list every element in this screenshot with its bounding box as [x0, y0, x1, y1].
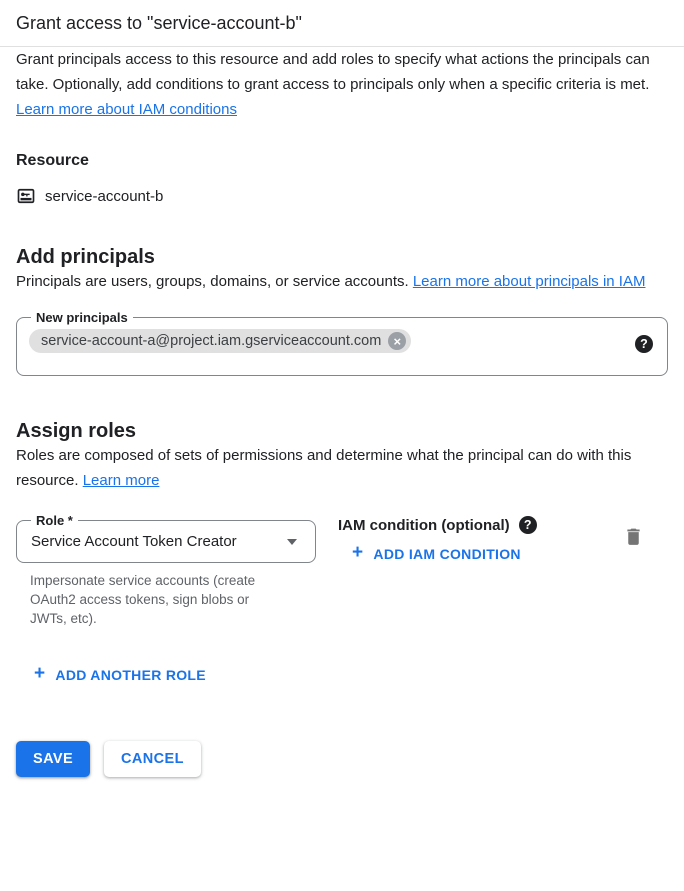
dialog-footer — [16, 741, 684, 777]
dialog-content — [0, 47, 684, 684]
principal-chip-text: service-account-a@project.iam.gserviceaccount.com — [41, 333, 382, 349]
new-principals-help-icon[interactable]: ? — [635, 335, 653, 353]
iam-condition-column — [338, 513, 623, 563]
chevron-down-icon — [287, 539, 297, 545]
add-principals-heading: Add principals — [16, 246, 155, 268]
add-another-role-label: ADD ANOTHER ROLE — [55, 666, 206, 683]
cancel-button[interactable]: CANCEL — [104, 741, 201, 777]
plus-icon: + — [34, 663, 46, 684]
delete-role-button[interactable] — [623, 526, 644, 547]
roles-learn-more-link[interactable]: Learn more — [82, 472, 160, 489]
resource-heading: Resource — [16, 152, 89, 169]
role-select-value-row[interactable] — [29, 528, 303, 553]
role-helper-text: Impersonate service accounts (create OAuth2 access tokens, sign blobs or JWTs, etc). — [30, 573, 256, 626]
role-select-value: Service Account Token Creator — [31, 533, 237, 550]
intro-text: Grant principals access to this resource and add roles to specify what actions the principals can take. Optionally, add conditions to grant access to principals only when a specific criteria is met. — [16, 51, 650, 93]
principals-paragraph — [16, 269, 668, 294]
iam-condition-label-row — [338, 516, 623, 534]
role-column — [16, 513, 316, 628]
role-select-label: Role * — [36, 513, 73, 528]
dialog-title: Grant access to "service-account-b" — [0, 0, 684, 47]
trash-icon — [623, 526, 644, 547]
role-select[interactable] — [16, 513, 316, 563]
role-assignment-row — [16, 513, 668, 628]
plus-icon: + — [352, 542, 364, 563]
save-button[interactable]: SAVE — [16, 741, 90, 777]
principal-chip — [29, 329, 411, 353]
iam-condition-help-icon[interactable]: ? — [519, 516, 537, 534]
principals-learn-more-link[interactable]: Learn more about principals in IAM — [412, 273, 646, 290]
add-another-role-button[interactable] — [34, 663, 206, 684]
chip-remove-icon[interactable]: × — [388, 332, 406, 350]
principals-text: Principals are users, groups, domains, or service accounts. — [16, 273, 413, 290]
assign-roles-heading: Assign roles — [16, 420, 137, 442]
delete-role-column — [623, 513, 644, 552]
roles-paragraph — [16, 443, 668, 493]
iam-condition-label: IAM condition (optional) — [338, 516, 510, 534]
intro-paragraph — [16, 47, 668, 122]
add-iam-condition-label: ADD IAM CONDITION — [373, 545, 521, 562]
roles-text: Roles are composed of sets of permissions and determine what the principal can do with this resource. — [16, 447, 632, 489]
new-principals-label: New principals — [36, 310, 128, 325]
resource-name: service-account-b — [45, 187, 164, 205]
resource-row — [16, 186, 668, 206]
add-iam-condition-button[interactable] — [338, 542, 521, 563]
service-account-icon — [16, 186, 36, 206]
new-principals-input[interactable] — [16, 310, 668, 376]
iam-conditions-learn-more-link[interactable]: Learn more about IAM conditions — [16, 101, 237, 118]
